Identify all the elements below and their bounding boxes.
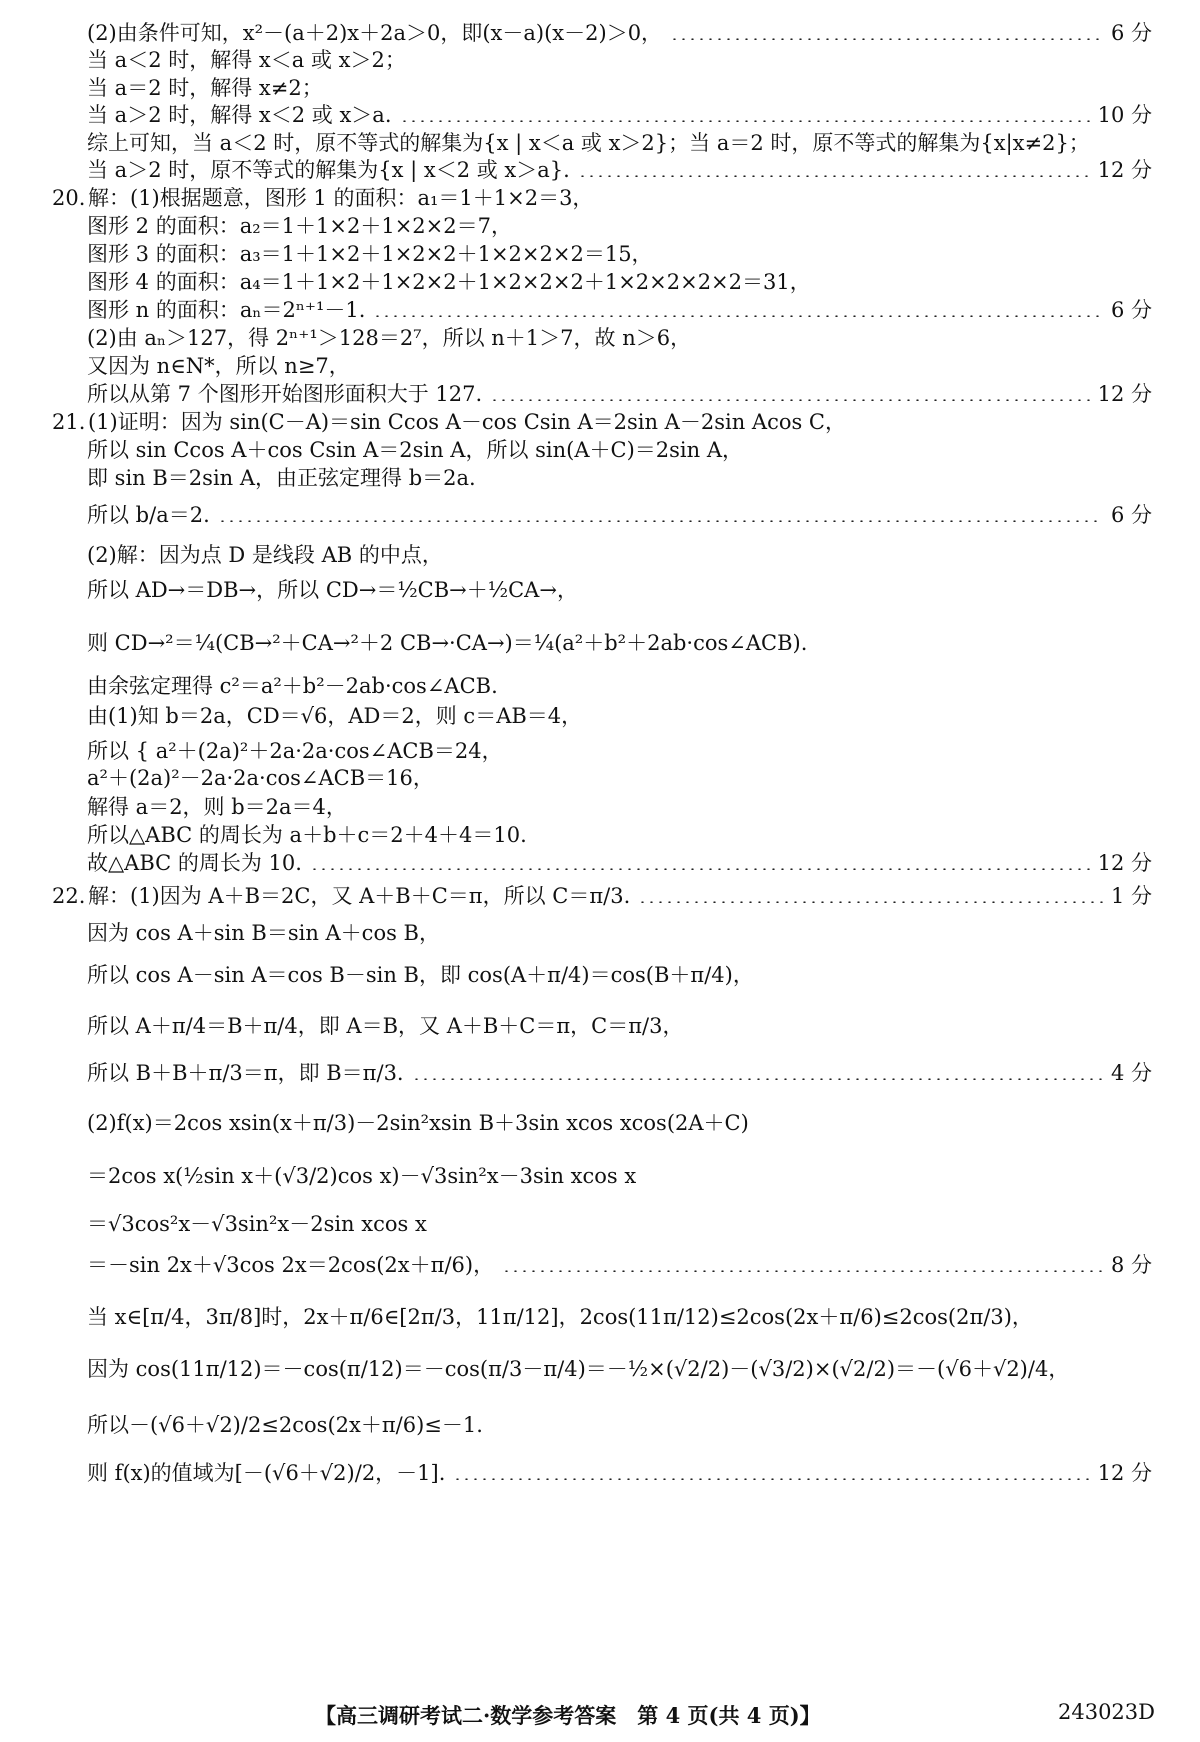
- score-label: 12 分: [1097, 851, 1152, 875]
- answer-line: [87, 703, 1152, 729]
- line-text: ＝√3cos²x－√3sin²x－2sin xcos x: [87, 1212, 427, 1236]
- line-text: 因为 cos(11π/12)＝－cos(π/12)＝－cos(π/3－π/4)＝－½×(√2/2)－(√3/2)×(√2/2)＝－(√6＋√2)/4，: [87, 1357, 1070, 1381]
- question-number: 20.: [52, 186, 86, 210]
- answer-line: [87, 213, 1152, 239]
- line-text: a²＋(2a)²－2a·2a·cos∠ACB＝16，: [87, 766, 434, 790]
- line-text: ＝－sin 2x＋√3cos 2x＝2cos(2x＋π/6)，: [87, 1253, 495, 1277]
- answer-line: [87, 920, 1152, 946]
- line-text: 所以 A＋π/4＝B＋π/4，即 A＝B，又 A＋B＋C＝π，C＝π/3，: [87, 1014, 684, 1038]
- page-footer: [0, 1700, 1200, 1730]
- answer-line: [87, 75, 1152, 101]
- answer-line: [87, 542, 1152, 568]
- footer-title: 【高三调研考试二·数学参考答案 第 4 页(共 4 页)】: [315, 1703, 821, 1728]
- answer-line: [87, 630, 1152, 656]
- answer-line: [87, 241, 1152, 267]
- line-text: 图形 3 的面积：a₃＝1＋1×2＋1×2×2＋1×2×2×2＝15，: [87, 242, 653, 266]
- line-text: 所以 cos A－sin A＝cos B－sin B，即 cos(A＋π/4)＝cos(B＋π/4)，: [87, 963, 754, 987]
- score-label: 8 分: [1110, 1253, 1152, 1277]
- line-text: ＝2cos x(½sin x＋(√3/2)cos x)－√3sin²x－3sin xcos x: [87, 1164, 637, 1188]
- answer-line: [87, 962, 1152, 988]
- line-text: 所以 B＋B＋π/3＝π，即 B＝π/3.: [87, 1061, 404, 1085]
- line-text: 当 x∈[π/4，3π/8]时，2x＋π/6∈[2π/3，11π/12]，2cos(11π/12)≤2cos(2x＋π/6)≤2cos(2π/3)，: [87, 1305, 1033, 1329]
- answer-line: [87, 850, 1152, 876]
- answer-line: [52, 883, 1152, 909]
- answer-line: [52, 409, 1152, 435]
- line-text: 由余弦定理得 c²＝a²＋b²－2ab·cos∠ACB.: [87, 674, 498, 698]
- dotted-leader: [490, 399, 1089, 401]
- line-text: 则 f(x)的值域为[－(√6＋√2)/2，－1].: [87, 1461, 446, 1485]
- answer-line: [87, 1252, 1152, 1278]
- line-text: 故△ABC 的周长为 10.: [87, 851, 302, 875]
- line-text: 图形 4 的面积：a₄＝1＋1×2＋1×2×2＋1×2×2×2＋1×2×2×2×2＝31，: [87, 270, 811, 294]
- score-label: 6 分: [1110, 21, 1152, 45]
- dotted-leader: [670, 38, 1103, 40]
- answer-line: [87, 1060, 1152, 1086]
- score-label: 6 分: [1110, 503, 1152, 527]
- answer-line: [87, 738, 1152, 764]
- line-text: (2)由 aₙ＞127，得 2ⁿ⁺¹＞128＝2⁷，所以 n＋1＞7，故 n＞6，: [87, 326, 692, 350]
- line-text: 所以△ABC 的周长为 a＋b＋c＝2＋4＋4＝10.: [87, 823, 527, 847]
- answer-line: [87, 765, 1152, 791]
- score-label: 4 分: [1110, 1061, 1152, 1085]
- answer-line: [87, 673, 1152, 699]
- line-text: 当 a＞2 时，解得 x＜2 或 x＞a.: [87, 103, 392, 127]
- answer-line: [87, 353, 1152, 379]
- dotted-leader: [412, 1078, 1103, 1080]
- dotted-leader: [373, 315, 1102, 317]
- line-text: 所以 AD→＝DB→，所以 CD→＝½CB→＋½CA→，: [87, 578, 578, 602]
- line-text: 所以 { a²＋(2a)²＋2a·2a·cos∠ACB＝24，: [87, 739, 503, 763]
- line-text: 当 a＞2 时，原不等式的解集为{x | x＜2 或 x＞a}.: [87, 158, 570, 182]
- answer-line: [87, 502, 1152, 528]
- answer-line: [87, 437, 1152, 463]
- line-text: (1)证明：因为 sin(C－A)＝sin Ccos A－cos Csin A＝2sin A－2sin Acos C，: [88, 410, 846, 434]
- line-text: 所以 b/a＝2.: [87, 503, 210, 527]
- answer-line: [87, 577, 1152, 603]
- answer-line: [87, 20, 1152, 46]
- answer-line: [87, 1460, 1152, 1486]
- line-text: 解得 a＝2，则 b＝2a＝4，: [87, 795, 347, 819]
- answer-line: [87, 325, 1152, 351]
- dotted-leader: [502, 1270, 1103, 1272]
- line-text: 所以 sin Ccos A＋cos Csin A＝2sin A，所以 sin(A＋C)＝2sin A，: [87, 438, 743, 462]
- score-label: 10 分: [1097, 103, 1152, 127]
- answer-line: [87, 1412, 1152, 1438]
- answer-line: [87, 822, 1152, 848]
- score-label: 1 分: [1110, 884, 1152, 908]
- answer-line: [87, 381, 1152, 407]
- answer-line: [87, 102, 1152, 128]
- line-text: 解：(1)因为 A＋B＝2C，又 A＋B＋C＝π，所以 C＝π/3.: [88, 884, 631, 908]
- line-text: 当 a＜2 时，解得 x＜a 或 x＞2；: [87, 48, 406, 72]
- answer-line: [87, 47, 1152, 73]
- line-text: 图形 n 的面积：aₙ＝2ⁿ⁺¹－1.: [87, 298, 366, 322]
- dotted-leader: [400, 120, 1090, 122]
- answer-line: [87, 1110, 1152, 1136]
- answer-line: [87, 1304, 1152, 1330]
- line-text: (2)解：因为点 D 是线段 AB 的中点，: [87, 543, 443, 567]
- answer-line: [87, 465, 1152, 491]
- line-text: 综上可知，当 a＜2 时，原不等式的解集为{x | x＜a 或 x＞2}；当 a＝2 时，原不等式的解集为{x|x≠2}；: [87, 131, 1090, 155]
- line-text: (2)由条件可知，x²－(a＋2)x＋2a＞0，即(x－a)(x－2)＞0，: [87, 21, 663, 45]
- score-label: 12 分: [1097, 382, 1152, 406]
- line-text: 即 sin B＝2sin A，由正弦定理得 b＝2a.: [87, 466, 476, 490]
- answer-line: [87, 1013, 1152, 1039]
- dotted-leader: [453, 1478, 1089, 1480]
- line-text: 所以从第 7 个图形开始图形面积大于 127.: [87, 382, 483, 406]
- score-label: 12 分: [1097, 1461, 1152, 1485]
- dotted-leader: [310, 868, 1090, 870]
- line-text: 因为 cos A＋sin B＝sin A＋cos B，: [87, 921, 440, 945]
- line-text: 解：(1)根据题意，图形 1 的面积：a₁＝1＋1×2＝3，: [88, 186, 594, 210]
- question-number: 21.: [52, 410, 86, 434]
- line-text: 图形 2 的面积：a₂＝1＋1×2＋1×2×2＝7，: [87, 214, 512, 238]
- answer-line: [87, 130, 1152, 156]
- dotted-leader: [218, 520, 1103, 522]
- dotted-leader: [638, 901, 1103, 903]
- answer-line: [87, 794, 1152, 820]
- answer-line: [87, 1163, 1152, 1189]
- score-label: 6 分: [1110, 298, 1152, 322]
- score-label: 12 分: [1097, 158, 1152, 182]
- answer-line: [87, 1356, 1152, 1382]
- line-text: 又因为 n∈N*，所以 n≥7，: [87, 354, 350, 378]
- dotted-leader: [578, 175, 1090, 177]
- answer-line: [87, 157, 1152, 183]
- question-number: 22.: [52, 884, 86, 908]
- line-text: 由(1)知 b＝2a，CD＝√6，AD＝2，则 c＝AB＝4，: [87, 704, 583, 728]
- answer-line: [87, 297, 1152, 323]
- line-text: 所以－(√6＋√2)/2≤2cos(2x＋π/6)≤－1.: [87, 1413, 483, 1437]
- line-text: (2)f(x)＝2cos xsin(x＋π/3)－2sin²xsin B＋3sin xcos xcos(2A＋C): [87, 1111, 749, 1135]
- answer-line: [87, 269, 1152, 295]
- answer-line: [52, 185, 1152, 211]
- answer-line: [87, 1211, 1152, 1237]
- line-text: 则 CD→²＝¼(CB→²＋CA→²＋2 CB→·CA→)＝¼(a²＋b²＋2ab·cos∠ACB).: [87, 631, 808, 655]
- footer-code: 243023D: [1057, 1700, 1155, 1724]
- line-text: 当 a＝2 时，解得 x≠2；: [87, 76, 323, 100]
